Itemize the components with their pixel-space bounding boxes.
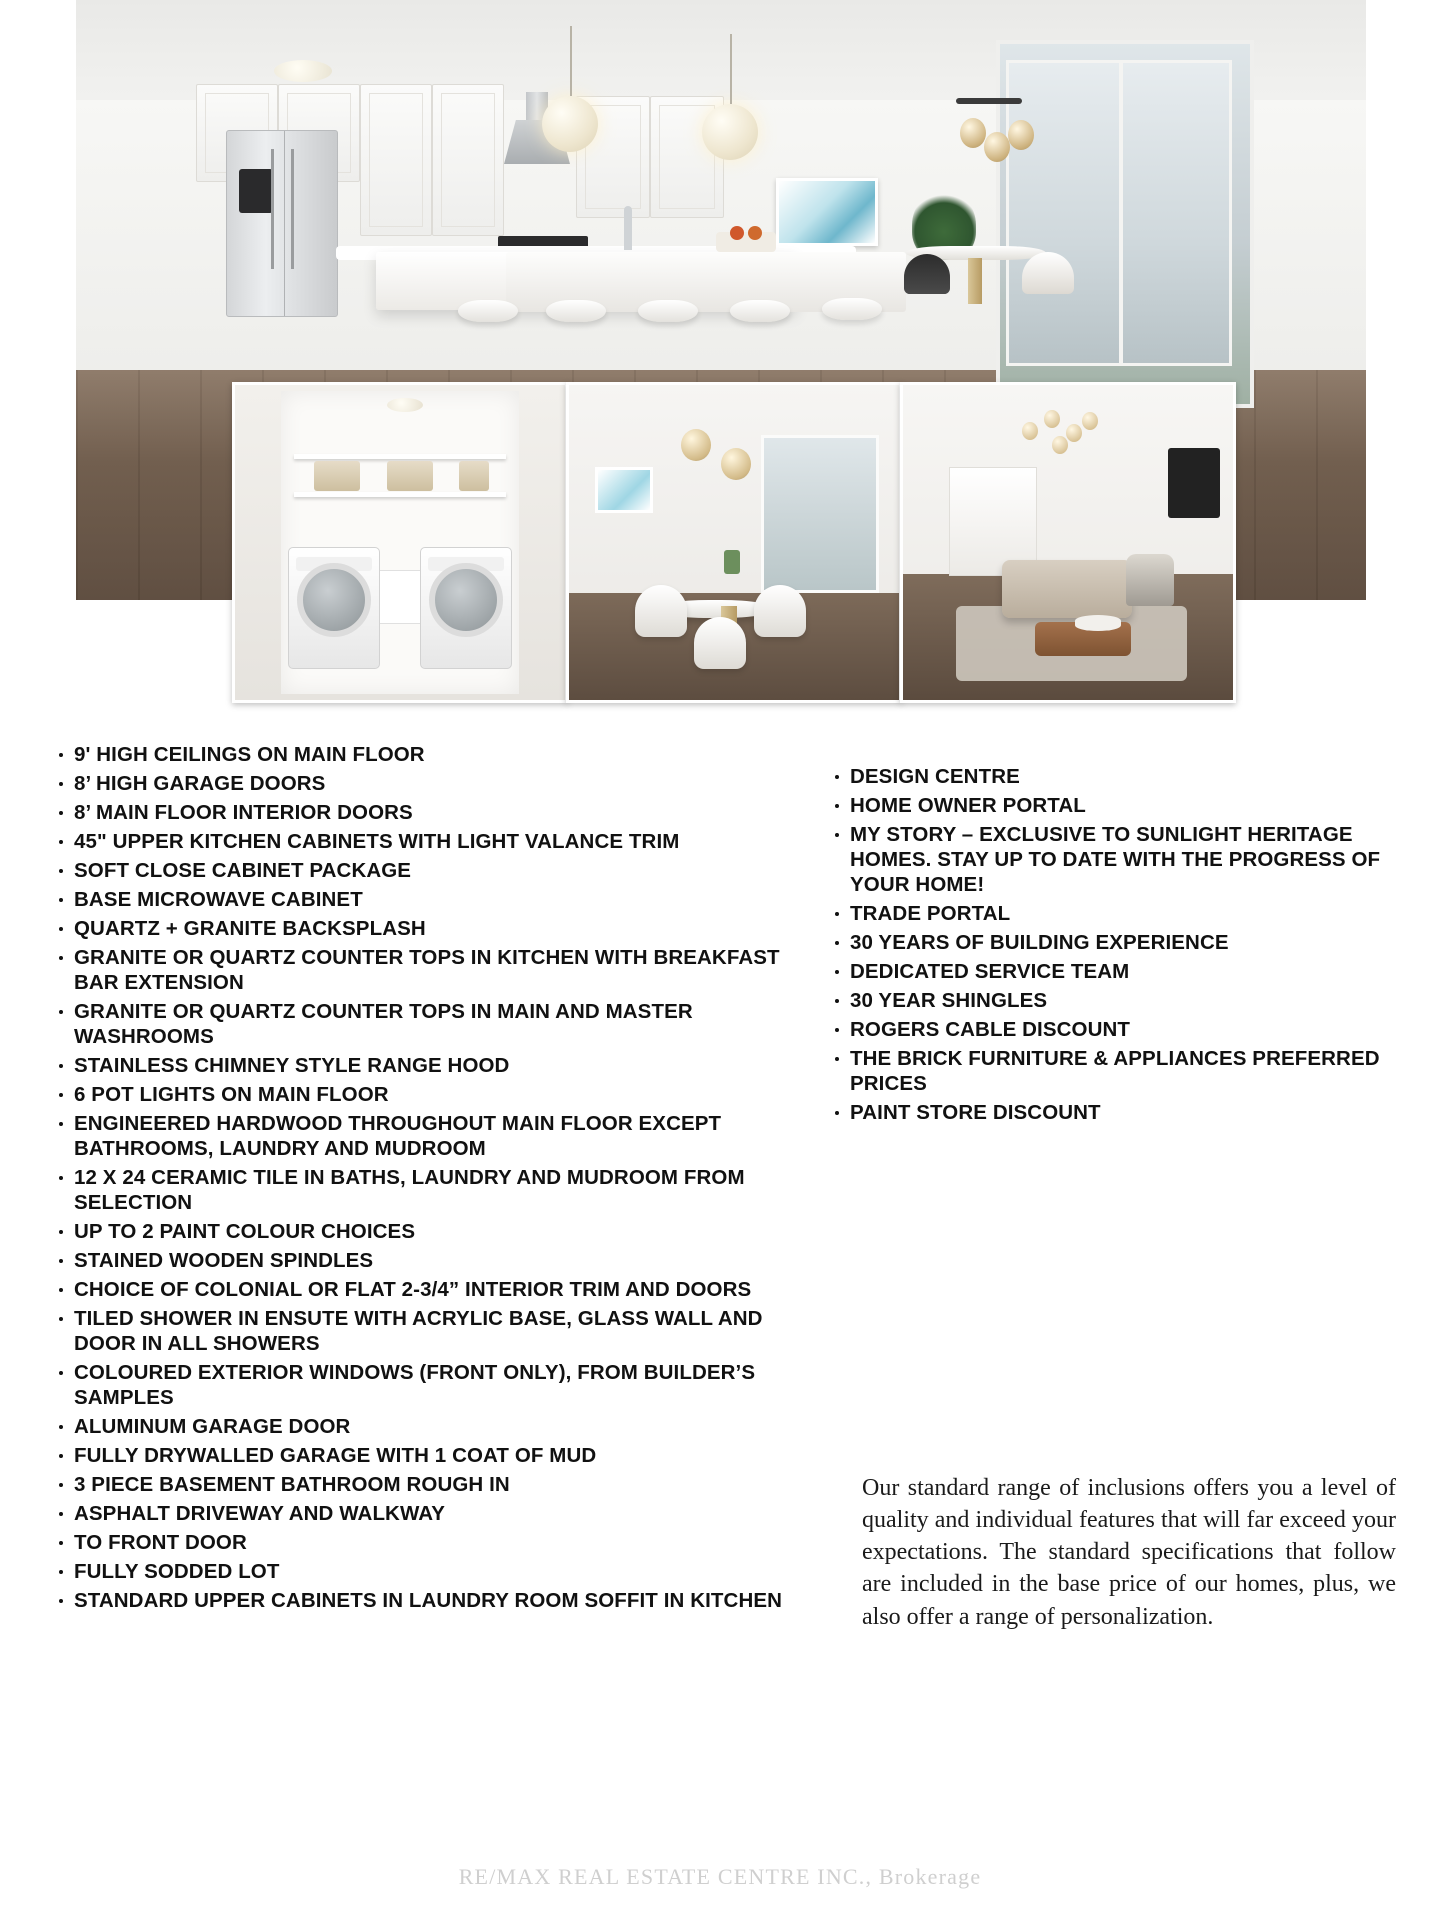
list-item: UP TO 2 PAINT COLOUR CHOICES [52, 1219, 812, 1244]
refrigerator [226, 130, 338, 317]
list-item: ALUMINUM GARAGE DOOR [52, 1414, 812, 1439]
dining-chair [904, 254, 950, 294]
pendant-light [542, 96, 598, 152]
list-item: QUARTZ + GRANITE BACKSPLASH [52, 916, 812, 941]
list-item: GRANITE OR QUARTZ COUNTER TOPS IN KITCHEN WITH BREAKFAST BAR EXTENSION [52, 945, 812, 995]
bar-stool [458, 300, 518, 322]
list-item: 9' HIGH CEILINGS ON MAIN FLOOR [52, 742, 812, 767]
tall-cabinet [432, 84, 504, 236]
list-item: COLOURED EXTERIOR WINDOWS (FRONT ONLY), FROM BUILDER’S SAMPLES [52, 1360, 812, 1410]
list-item: ENGINEERED HARDWOOD THROUGHOUT MAIN FLOOR EXCEPT BATHROOMS, LAUNDRY AND MUDROOM [52, 1111, 812, 1161]
fruit-bowl [716, 232, 776, 252]
linear-chandelier [956, 98, 1022, 104]
pendant-light [721, 448, 751, 480]
tall-cabinet [360, 84, 432, 236]
dining-chair [754, 585, 806, 637]
list-item: STAINLESS CHIMNEY STYLE RANGE HOOD [52, 1053, 812, 1078]
list-item: THE BRICK FURNITURE & APPLIANCES PREFERRED PRICES [828, 1046, 1388, 1096]
coffee-table [1075, 615, 1121, 631]
television [1168, 448, 1220, 518]
list-item: 30 YEAR SHINGLES [828, 988, 1388, 1013]
list-item: TRADE PORTAL [828, 901, 1388, 926]
list-item: HOME OWNER PORTAL [828, 793, 1388, 818]
list-item: GRANITE OR QUARTZ COUNTER TOPS IN MAIN AND MASTER WASHROOMS [52, 999, 812, 1049]
list-item: 8’ MAIN FLOOR INTERIOR DOORS [52, 800, 812, 825]
list-item: FULLY DRYWALLED GARAGE WITH 1 COAT OF MUD [52, 1443, 812, 1468]
table-plant [724, 550, 740, 574]
list-item: CHOICE OF COLONIAL OR FLAT 2-3/4” INTERIOR TRIM AND DOORS [52, 1277, 812, 1302]
bar-stool [730, 300, 790, 322]
list-item: PAINT STORE DISCOUNT [828, 1100, 1388, 1125]
bar-stool [546, 300, 606, 322]
thumbnail-dining-area [566, 382, 902, 703]
dining-table-base [968, 258, 982, 304]
thumbnail-laundry-room [232, 382, 568, 703]
chandelier-globe [984, 132, 1010, 162]
storage-basket [387, 461, 433, 491]
kitchen-faucet [624, 206, 632, 250]
list-item: DEDICATED SERVICE TEAM [828, 959, 1388, 984]
washer [288, 547, 380, 669]
flush-mount-light [274, 60, 332, 82]
list-item: 3 PIECE BASEMENT BATHROOM ROUGH IN [52, 1472, 812, 1497]
features-left-column [52, 742, 812, 1617]
photo-collage [0, 0, 1440, 720]
window [761, 435, 879, 592]
chandelier-globe [960, 118, 986, 148]
thumbnail-great-room [900, 382, 1236, 703]
list-item: TO FRONT DOOR [52, 1530, 812, 1555]
list-item: STAINED WOODEN SPINDLES [52, 1248, 812, 1273]
list-item: ASPHALT DRIVEWAY AND WALKWAY [52, 1501, 812, 1526]
fruit [748, 226, 762, 240]
dining-chair [694, 617, 746, 669]
wall-art [595, 467, 653, 513]
wall-art [776, 178, 878, 246]
list-item: STANDARD UPPER CABINETS IN LAUNDRY ROOM SOFFIT IN KITCHEN [52, 1588, 812, 1613]
list-item: FULLY SODDED LOT [52, 1559, 812, 1584]
brokerage-watermark: RE/MAX REAL ESTATE CENTRE INC., Brokerage [458, 1864, 982, 1889]
list-item: ROGERS CABLE DISCOUNT [828, 1017, 1388, 1042]
list-item: 6 POT LIGHTS ON MAIN FLOOR [52, 1082, 812, 1107]
storage-basket [314, 461, 360, 491]
dryer [420, 547, 512, 669]
fruit [730, 226, 744, 240]
bar-stool [638, 300, 698, 322]
pendant-light [702, 104, 758, 160]
bar-stool [822, 298, 882, 320]
chandelier [1022, 410, 1098, 456]
window [1006, 60, 1232, 366]
list-item: 45" UPPER KITCHEN CABINETS WITH LIGHT VALANCE TRIM [52, 829, 812, 854]
storage-basket [459, 461, 489, 491]
inclusions-blurb: Our standard range of inclusions offers you a level of quality and individual features that will far exceed your expectations. The standard specifications that follow are included in the base price of our homes, plus, we also offer a range of personalization. [862, 1475, 1396, 1630]
list-item: TILED SHOWER IN ENSUTE WITH ACRYLIC BASE, GLASS WALL AND DOOR IN ALL SHOWERS [52, 1306, 812, 1356]
list-item: 30 YEARS OF BUILDING EXPERIENCE [828, 930, 1388, 955]
features-right-column [828, 764, 1388, 1129]
chandelier-globe [1008, 120, 1034, 150]
list-item: 8’ HIGH GARAGE DOORS [52, 771, 812, 796]
list-item: BASE MICROWAVE CABINET [52, 887, 812, 912]
list-item: 12 X 24 CERAMIC TILE IN BATHS, LAUNDRY AND MUDROOM FROM SELECTION [52, 1165, 812, 1215]
list-item: SOFT CLOSE CABINET PACKAGE [52, 858, 812, 883]
accent-chair [1126, 554, 1174, 606]
list-item: MY STORY – EXCLUSIVE TO SUNLIGHT HERITAGE HOMES. STAY UP TO DATE WITH THE PROGRESS OF YOUR HOME! [828, 822, 1388, 897]
ceiling-light [387, 398, 423, 412]
sofa [1002, 560, 1132, 618]
dining-chair [635, 585, 687, 637]
list-item: DESIGN CENTRE [828, 764, 1388, 789]
